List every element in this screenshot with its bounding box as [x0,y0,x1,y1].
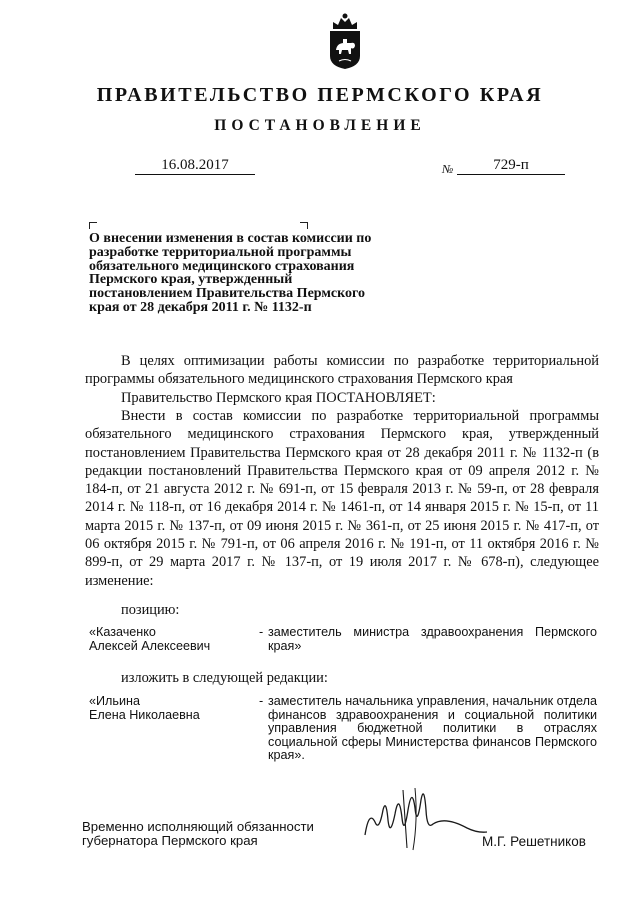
old-person-name [89,626,259,653]
handwritten-signature [355,780,495,855]
government-title: ПРАВИТЕЛЬСТВО ПЕРМСКОГО КРАЯ [96,84,544,106]
coat-of-arms-icon [327,12,363,70]
old-person-given-names: Алексей Алексеевич [89,638,211,653]
old-person-surname: «Казаченко [89,625,156,639]
new-wording-intro: изложить в следующей редакции: [121,670,328,686]
preamble-paragraph: В целях оптимизации работы комиссии по разработке территориальной программы обязательного медицинского страхования Пермского края [85,353,599,388]
old-person-title: заместитель министра здравоохранения Пермского края» [268,625,597,653]
signer-position-line1: Временно исполняющий обязанности [82,819,314,834]
new-position-dash: - [259,694,264,708]
new-person-title: заместитель начальника управления, начальник отдела финансов здравоохранения и социальной политики управления бюджетной политики в отраслях социальной сферы Министерства финансов Пермского края». [268,694,597,762]
signer-name: М.Г. Решетников [482,834,586,849]
subject-corner-right [300,222,308,229]
signer-position-line2: губернатора Пермского края [82,833,258,848]
subject-heading: О внесении изменения в состав комиссии по разработке территориальной программы обязательного медицинского страхования Пермского края, утвержденный постановлением Правительства Пермского края от 28 декабря 2011 г. № 1132-п [89,231,372,315]
document-date: 16.08.2017 [135,157,255,175]
new-position-entry [0,695,640,765]
number-label: № [442,162,454,176]
position-intro: позицию: [121,602,180,618]
resolution-statement: Правительство Пермского края ПОСТАНОВЛЯЕТ: [121,390,436,406]
subject-corner-left [89,222,97,229]
main-paragraph: Внести в состав комиссии по разработке территориальной программы обязательного медицинского страхования Пермского края, утвержденный постановлением Правительства Пермского края от 28 декабря 2011 г. № 1132-п (в редакции постановлений Правительства Пермского края от 09 апреля 2012 г. № 184-п, от 21 августа 2012 г. № 691-п, от 15 февраля 2013 г. № 59-п, от 28 февраля 2014 г. № 118-п, от 16 декабря 2014 г. № 1461-п, от 14 января 2015 г. № 15-п, от 11 марта 2015 г. № 137-п, от 09 июня 2015 г. № 361-п, от 25 июня 2015 г. № 417-п, от 06 октября 2015 г. № 791-п, от 06 апреля 2016 г. № 191-п, от 11 октября 2016 г. № 899-п, от 29 марта 2017 г. № 137-п, от 19 июля 2017 г. № 678-п), следующее изменение: [85,408,599,589]
new-person-given-names: Елена Николаевна [89,707,200,722]
signer-position [82,820,342,848]
old-position-dash: - [259,625,264,639]
new-person-name [89,695,259,722]
new-person-surname: «Ильина [89,694,140,708]
document-type-title: ПОСТАНОВЛЕНИЕ [214,117,426,134]
old-position-entry [0,626,640,656]
document-number: 729-п [457,157,565,175]
